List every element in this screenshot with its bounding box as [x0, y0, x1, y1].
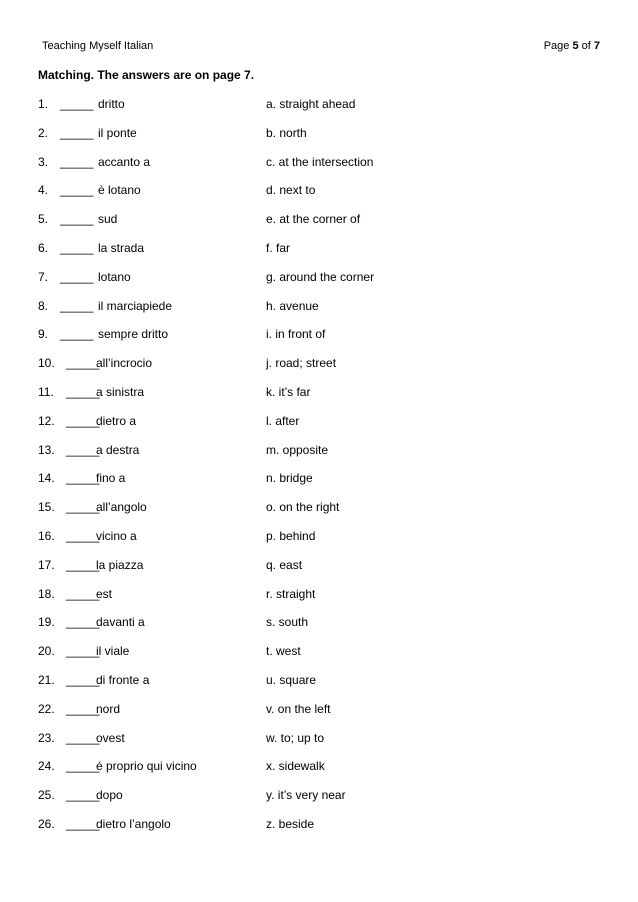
english-choice: b. north	[266, 125, 307, 140]
matching-row	[38, 788, 598, 817]
item-number: 3.	[38, 154, 49, 169]
italian-term: il marciapiede	[98, 298, 173, 313]
italian-term: il ponte	[98, 125, 137, 140]
answer-blank[interactable]: _____	[66, 471, 100, 486]
answer-blank[interactable]: _____	[66, 644, 100, 659]
item-number: 26.	[38, 816, 55, 831]
item-number: 22.	[38, 701, 55, 716]
matching-row	[38, 615, 598, 644]
answer-blank[interactable]: _____	[66, 557, 100, 572]
english-choice: t. west	[266, 644, 301, 659]
matching-row	[38, 212, 598, 241]
item-number: 9.	[38, 327, 49, 342]
italian-term: il viale	[96, 644, 130, 659]
answer-blank[interactable]: _____	[66, 615, 100, 630]
italian-term: all’angolo	[96, 500, 147, 515]
item-number: 21.	[38, 672, 55, 687]
italian-term: accanto a	[98, 154, 151, 169]
item-number: 20.	[38, 644, 55, 659]
matching-row	[38, 270, 598, 299]
page-header	[38, 40, 600, 54]
matching-row	[38, 817, 598, 846]
italian-term: sempre dritto	[98, 327, 169, 342]
matching-row	[38, 702, 598, 731]
answer-blank[interactable]: _____	[60, 212, 94, 227]
matching-row	[38, 183, 598, 212]
english-choice: z. beside	[266, 816, 315, 831]
english-choice: c. at the intersection	[266, 154, 374, 169]
answer-blank[interactable]: _____	[66, 586, 100, 601]
english-choice: m. opposite	[266, 442, 329, 457]
matching-row	[38, 759, 598, 788]
total-pages: 7	[593, 40, 600, 52]
english-choice: i. in front of	[266, 327, 326, 342]
matching-row	[38, 241, 598, 270]
english-choice: h. avenue	[266, 298, 319, 313]
english-choice: y. it’s very near	[266, 788, 346, 803]
answer-blank[interactable]: _____	[66, 356, 100, 371]
english-choice: s. south	[266, 615, 309, 630]
english-choice: f. far	[266, 240, 291, 255]
italian-term: è lotano	[98, 183, 141, 198]
item-number: 16.	[38, 528, 55, 543]
english-choice: x. sidewalk	[266, 759, 325, 774]
item-number: 25.	[38, 788, 55, 803]
english-choice: k. it’s far	[266, 384, 311, 399]
answer-blank[interactable]: _____	[60, 97, 94, 111]
item-number: 1.	[38, 97, 49, 111]
italian-term: est	[96, 586, 113, 601]
item-number: 19.	[38, 615, 55, 630]
matching-row	[38, 529, 598, 558]
answer-blank[interactable]: _____	[66, 672, 100, 687]
italian-term: sud	[98, 212, 118, 227]
matching-row	[38, 587, 598, 616]
answer-blank[interactable]: _____	[66, 500, 100, 515]
italian-term: a sinistra	[96, 384, 145, 399]
item-number: 8.	[38, 298, 49, 313]
english-choice: o. on the right	[266, 500, 340, 515]
english-choice: r. straight	[266, 586, 316, 601]
answer-blank[interactable]: _____	[60, 183, 94, 198]
answer-blank[interactable]: _____	[66, 816, 100, 831]
english-choice: u. square	[266, 672, 317, 687]
matching-row	[38, 327, 598, 356]
matching-row	[38, 558, 598, 587]
english-choice: e. at the corner of	[266, 212, 361, 227]
answer-blank[interactable]: _____	[60, 298, 94, 313]
item-number: 6.	[38, 240, 49, 255]
answer-blank[interactable]: _____	[60, 269, 94, 284]
english-choice: l. after	[266, 413, 300, 428]
matching-list	[38, 97, 598, 846]
answer-blank[interactable]: _____	[66, 788, 100, 803]
matching-row	[38, 673, 598, 702]
english-choice: d. next to	[266, 183, 316, 198]
item-number: 12.	[38, 413, 55, 428]
matching-row	[38, 500, 598, 529]
instructions-heading: Matching. The answers are on page 7.	[38, 68, 255, 82]
item-number: 18.	[38, 586, 55, 601]
answer-blank[interactable]: _____	[60, 125, 94, 140]
answer-blank[interactable]: _____	[60, 240, 94, 255]
item-number: 4.	[38, 183, 49, 198]
italian-term: dopo	[96, 788, 123, 803]
english-choice: g. around the corner	[266, 269, 375, 284]
item-number: 11.	[38, 384, 54, 399]
italian-term: vicino a	[96, 528, 137, 543]
english-choice: j. road; street	[266, 356, 337, 371]
answer-blank[interactable]: _____	[66, 759, 100, 774]
item-number: 5.	[38, 212, 49, 227]
item-number: 2.	[38, 125, 49, 140]
answer-blank[interactable]: _____	[60, 154, 94, 169]
italian-term: nord	[96, 701, 121, 716]
italian-term: davanti a	[96, 615, 145, 630]
page-number: Page 5 of 7	[543, 40, 600, 52]
current-page: 5	[572, 40, 579, 52]
item-number: 15.	[38, 500, 55, 515]
italian-term: a destra	[96, 442, 140, 457]
english-choice: a. straight ahead	[266, 97, 356, 111]
item-number: 13.	[38, 442, 55, 457]
italian-term: dritto	[98, 97, 125, 111]
item-number: 7.	[38, 269, 49, 284]
matching-row	[38, 471, 598, 500]
italian-term: lotano	[98, 269, 131, 284]
answer-blank[interactable]: _____	[66, 730, 100, 745]
english-choice: p. behind	[266, 528, 316, 543]
english-choice: v. on the left	[266, 701, 331, 716]
item-number: 23.	[38, 730, 55, 745]
italian-term: la strada	[98, 240, 145, 255]
answer-blank[interactable]: _____	[60, 327, 94, 342]
answer-blank[interactable]: _____	[66, 442, 100, 457]
english-choice: n. bridge	[266, 471, 313, 486]
matching-row	[38, 356, 598, 385]
matching-row	[38, 299, 598, 328]
item-number: 14.	[38, 471, 55, 486]
italian-term: la piazza	[96, 557, 144, 572]
matching-row	[38, 155, 598, 184]
answer-blank[interactable]: _____	[66, 384, 100, 399]
matching-row	[38, 443, 598, 472]
english-choice: w. to; up to	[266, 730, 325, 745]
matching-row	[38, 97, 598, 126]
italian-term: dietro l’angolo	[96, 816, 171, 831]
matching-row	[38, 644, 598, 673]
answer-blank[interactable]: _____	[66, 528, 100, 543]
italian-term: all’incrocio	[96, 356, 153, 371]
item-number: 17.	[38, 557, 55, 572]
matching-row	[38, 414, 598, 443]
document-title: Teaching Myself Italian	[42, 40, 154, 52]
matching-row	[38, 385, 598, 414]
matching-row	[38, 731, 598, 760]
answer-blank[interactable]: _____	[66, 413, 100, 428]
italian-term: fino a	[96, 471, 126, 486]
item-number: 24.	[38, 759, 55, 774]
english-choice: q. east	[266, 557, 303, 572]
answer-blank[interactable]: _____	[66, 701, 100, 716]
italian-term: di fronte a	[96, 672, 150, 687]
italian-term: ovest	[96, 730, 125, 745]
italian-term: é proprio qui vicino	[96, 759, 197, 774]
matching-row	[38, 126, 598, 155]
italian-term: dietro a	[96, 413, 137, 428]
item-number: 10.	[38, 356, 55, 371]
